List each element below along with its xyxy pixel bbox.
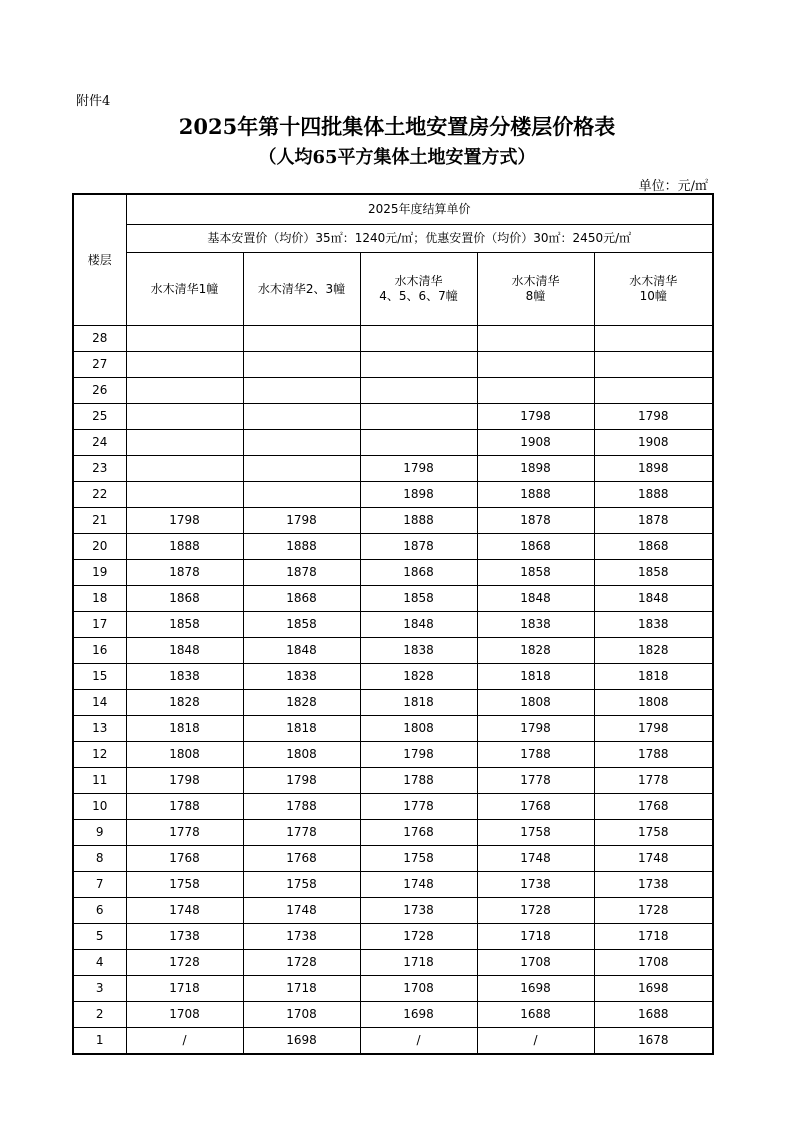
price-cell xyxy=(477,378,594,404)
price-cell: 1888 xyxy=(126,534,243,560)
price-cell xyxy=(126,456,243,482)
price-cell xyxy=(243,326,360,352)
price-cell: 1878 xyxy=(477,508,594,534)
price-cell: 1758 xyxy=(594,820,713,846)
floor-cell: 15 xyxy=(73,664,126,690)
price-cell: 1838 xyxy=(594,612,713,638)
price-cell: 1768 xyxy=(126,846,243,872)
price-cell xyxy=(594,352,713,378)
price-cell xyxy=(126,326,243,352)
price-cell xyxy=(360,378,477,404)
price-cell: 1698 xyxy=(477,976,594,1002)
price-cell: 1808 xyxy=(243,742,360,768)
table-row xyxy=(73,638,713,664)
price-cell: 1728 xyxy=(126,950,243,976)
floor-header: 楼层 xyxy=(73,194,126,326)
price-cell: 1818 xyxy=(477,664,594,690)
price-cell: 1748 xyxy=(360,872,477,898)
price-cell: 1868 xyxy=(477,534,594,560)
floor-cell: 18 xyxy=(73,586,126,612)
price-cell: 1708 xyxy=(477,950,594,976)
table-row xyxy=(73,352,713,378)
price-cell: 1858 xyxy=(594,560,713,586)
table-row xyxy=(73,508,713,534)
price-cell: 1878 xyxy=(360,534,477,560)
table-row xyxy=(73,456,713,482)
price-cell: 1878 xyxy=(594,508,713,534)
table-row xyxy=(73,326,713,352)
price-cell: 1908 xyxy=(477,430,594,456)
floor-cell: 1 xyxy=(73,1028,126,1055)
price-cell xyxy=(126,482,243,508)
floor-cell: 6 xyxy=(73,898,126,924)
table-row xyxy=(73,1028,713,1055)
floor-cell: 9 xyxy=(73,820,126,846)
price-cell: 1778 xyxy=(477,768,594,794)
table-row xyxy=(73,664,713,690)
table-row xyxy=(73,768,713,794)
price-cell xyxy=(360,430,477,456)
price-cell: 1818 xyxy=(126,716,243,742)
price-cell xyxy=(126,352,243,378)
table-row xyxy=(73,950,713,976)
floor-cell: 20 xyxy=(73,534,126,560)
table-row xyxy=(73,612,713,638)
floor-cell: 19 xyxy=(73,560,126,586)
price-cell: 1698 xyxy=(594,976,713,1002)
price-cell: 1868 xyxy=(360,560,477,586)
price-cell: 1828 xyxy=(594,638,713,664)
price-cell xyxy=(594,326,713,352)
floor-cell: 4 xyxy=(73,950,126,976)
price-cell: 1908 xyxy=(594,430,713,456)
price-cell: 1778 xyxy=(126,820,243,846)
price-cell: 1798 xyxy=(243,508,360,534)
price-cell: 1898 xyxy=(477,456,594,482)
price-cell: 1798 xyxy=(360,456,477,482)
price-cell: 1858 xyxy=(360,586,477,612)
table-row xyxy=(73,378,713,404)
price-cell: 1748 xyxy=(126,898,243,924)
column-header: 水木清华 8幢 xyxy=(477,253,594,326)
price-cell xyxy=(243,378,360,404)
price-cell xyxy=(126,430,243,456)
price-cell: 1888 xyxy=(360,508,477,534)
price-cell: 1698 xyxy=(360,1002,477,1028)
price-cell: 1848 xyxy=(477,586,594,612)
price-cell: 1698 xyxy=(243,1028,360,1055)
table-row xyxy=(73,872,713,898)
price-cell: 1768 xyxy=(243,846,360,872)
price-cell: 1748 xyxy=(594,846,713,872)
floor-cell: 26 xyxy=(73,378,126,404)
table-row xyxy=(73,404,713,430)
table-row xyxy=(73,794,713,820)
floor-cell: 8 xyxy=(73,846,126,872)
floor-cell: 7 xyxy=(73,872,126,898)
floor-cell: 11 xyxy=(73,768,126,794)
price-cell: 1898 xyxy=(360,482,477,508)
price-cell: 1828 xyxy=(360,664,477,690)
floor-cell: 25 xyxy=(73,404,126,430)
price-cell: 1788 xyxy=(126,794,243,820)
price-cell xyxy=(360,404,477,430)
price-cell xyxy=(360,352,477,378)
price-cell: / xyxy=(360,1028,477,1055)
price-cell: 1758 xyxy=(360,846,477,872)
column-header: 水木清华 4、5、6、7幢 xyxy=(360,253,477,326)
table-row xyxy=(73,846,713,872)
floor-cell: 10 xyxy=(73,794,126,820)
price-cell: 1688 xyxy=(477,1002,594,1028)
price-cell: 1808 xyxy=(477,690,594,716)
price-cell: 1708 xyxy=(360,976,477,1002)
floor-cell: 5 xyxy=(73,924,126,950)
table-row xyxy=(73,898,713,924)
price-cell: 1878 xyxy=(126,560,243,586)
table-row xyxy=(73,716,713,742)
floor-cell: 3 xyxy=(73,976,126,1002)
price-cell: 1778 xyxy=(360,794,477,820)
attachment-label: 附件4 xyxy=(76,94,111,109)
price-cell: 1748 xyxy=(477,846,594,872)
price-cell: 1838 xyxy=(360,638,477,664)
price-cell: 1818 xyxy=(243,716,360,742)
price-cell: 1758 xyxy=(243,872,360,898)
price-cell: 1708 xyxy=(243,1002,360,1028)
floor-cell: 16 xyxy=(73,638,126,664)
price-cell: 1848 xyxy=(360,612,477,638)
unit-label: 单位：元/㎡ xyxy=(638,179,708,194)
table-row xyxy=(73,534,713,560)
price-cell xyxy=(126,378,243,404)
price-cell: 1778 xyxy=(594,768,713,794)
price-cell: 1708 xyxy=(126,1002,243,1028)
price-cell: 1798 xyxy=(243,768,360,794)
price-cell: 1868 xyxy=(243,586,360,612)
price-cell: 1798 xyxy=(477,404,594,430)
price-cell xyxy=(243,456,360,482)
floor-cell: 27 xyxy=(73,352,126,378)
table-row xyxy=(73,586,713,612)
column-header: 水木清华1幢 xyxy=(126,253,243,326)
price-cell: 1808 xyxy=(126,742,243,768)
price-cell: 1738 xyxy=(594,872,713,898)
price-cell xyxy=(243,352,360,378)
price-cell: 1718 xyxy=(477,924,594,950)
price-cell: 1808 xyxy=(594,690,713,716)
price-cell xyxy=(360,326,477,352)
price-cell xyxy=(243,482,360,508)
price-cell: / xyxy=(477,1028,594,1055)
price-table xyxy=(72,193,714,1055)
price-cell xyxy=(126,404,243,430)
floor-cell: 2 xyxy=(73,1002,126,1028)
price-cell: 1808 xyxy=(360,716,477,742)
price-cell: 1728 xyxy=(360,924,477,950)
price-cell: 1858 xyxy=(477,560,594,586)
floor-cell: 24 xyxy=(73,430,126,456)
price-cell: 1858 xyxy=(243,612,360,638)
price-cell: 1858 xyxy=(126,612,243,638)
floor-cell: 13 xyxy=(73,716,126,742)
price-cell: 1788 xyxy=(477,742,594,768)
table-row xyxy=(73,430,713,456)
price-cell: 1718 xyxy=(126,976,243,1002)
price-cell: 1708 xyxy=(594,950,713,976)
price-cell: 1728 xyxy=(243,950,360,976)
price-cell: 1738 xyxy=(126,924,243,950)
page-subtitle: （人均65平方集体土地安置方式） xyxy=(258,147,536,168)
price-cell xyxy=(243,430,360,456)
price-cell: 1848 xyxy=(243,638,360,664)
price-cell: 1888 xyxy=(594,482,713,508)
table-row xyxy=(73,820,713,846)
price-cell: 1828 xyxy=(243,690,360,716)
price-cell: 1818 xyxy=(360,690,477,716)
price-cell: 1728 xyxy=(477,898,594,924)
floor-cell: 28 xyxy=(73,326,126,352)
price-cell: 1898 xyxy=(594,456,713,482)
price-cell: 1798 xyxy=(126,508,243,534)
page-title: 2025年第十四批集体土地安置房分楼层价格表 xyxy=(178,114,616,139)
price-cell: 1818 xyxy=(594,664,713,690)
floor-cell: 22 xyxy=(73,482,126,508)
column-header: 水木清华2、3幢 xyxy=(243,253,360,326)
price-cell: 1788 xyxy=(360,768,477,794)
price-cell: 1768 xyxy=(594,794,713,820)
price-cell: 1778 xyxy=(243,820,360,846)
table-row xyxy=(73,976,713,1002)
column-header: 水木清华 10幢 xyxy=(594,253,713,326)
price-cell: 1688 xyxy=(594,1002,713,1028)
period-header: 2025年度结算单价 xyxy=(126,194,713,225)
price-cell: 1718 xyxy=(594,924,713,950)
table-row xyxy=(73,1002,713,1028)
price-cell: 1888 xyxy=(243,534,360,560)
price-cell: 1768 xyxy=(477,794,594,820)
price-cell: 1748 xyxy=(243,898,360,924)
price-cell: 1798 xyxy=(360,742,477,768)
floor-cell: 12 xyxy=(73,742,126,768)
price-cell: 1868 xyxy=(126,586,243,612)
table-row xyxy=(73,560,713,586)
price-cell: 1758 xyxy=(477,820,594,846)
price-cell: 1758 xyxy=(126,872,243,898)
floor-cell: 21 xyxy=(73,508,126,534)
price-cell: 1798 xyxy=(594,716,713,742)
price-note: 基本安置价（均价）35㎡：1240元/㎡；优惠安置价（均价）30㎡：2450元/㎡ xyxy=(126,225,713,253)
price-cell: 1828 xyxy=(477,638,594,664)
price-cell: 1888 xyxy=(477,482,594,508)
price-cell: 1828 xyxy=(126,690,243,716)
price-cell: 1738 xyxy=(243,924,360,950)
price-cell: 1738 xyxy=(477,872,594,898)
price-cell: 1838 xyxy=(126,664,243,690)
price-cell: / xyxy=(126,1028,243,1055)
price-cell xyxy=(477,352,594,378)
price-cell: 1738 xyxy=(360,898,477,924)
price-cell: 1878 xyxy=(243,560,360,586)
table-row xyxy=(73,924,713,950)
table-row xyxy=(73,482,713,508)
price-cell: 1678 xyxy=(594,1028,713,1055)
price-cell: 1718 xyxy=(360,950,477,976)
price-cell: 1848 xyxy=(594,586,713,612)
floor-cell: 14 xyxy=(73,690,126,716)
price-cell: 1798 xyxy=(477,716,594,742)
price-cell: 1718 xyxy=(243,976,360,1002)
price-cell: 1848 xyxy=(126,638,243,664)
price-cell: 1838 xyxy=(477,612,594,638)
floor-cell: 17 xyxy=(73,612,126,638)
floor-cell: 23 xyxy=(73,456,126,482)
price-cell: 1868 xyxy=(594,534,713,560)
price-cell: 1788 xyxy=(243,794,360,820)
table-row xyxy=(73,742,713,768)
price-cell xyxy=(243,404,360,430)
price-cell: 1768 xyxy=(360,820,477,846)
price-cell xyxy=(594,378,713,404)
price-cell xyxy=(477,326,594,352)
price-cell: 1838 xyxy=(243,664,360,690)
price-cell: 1798 xyxy=(594,404,713,430)
table-row xyxy=(73,690,713,716)
price-cell: 1798 xyxy=(126,768,243,794)
price-cell: 1788 xyxy=(594,742,713,768)
price-cell: 1728 xyxy=(594,898,713,924)
